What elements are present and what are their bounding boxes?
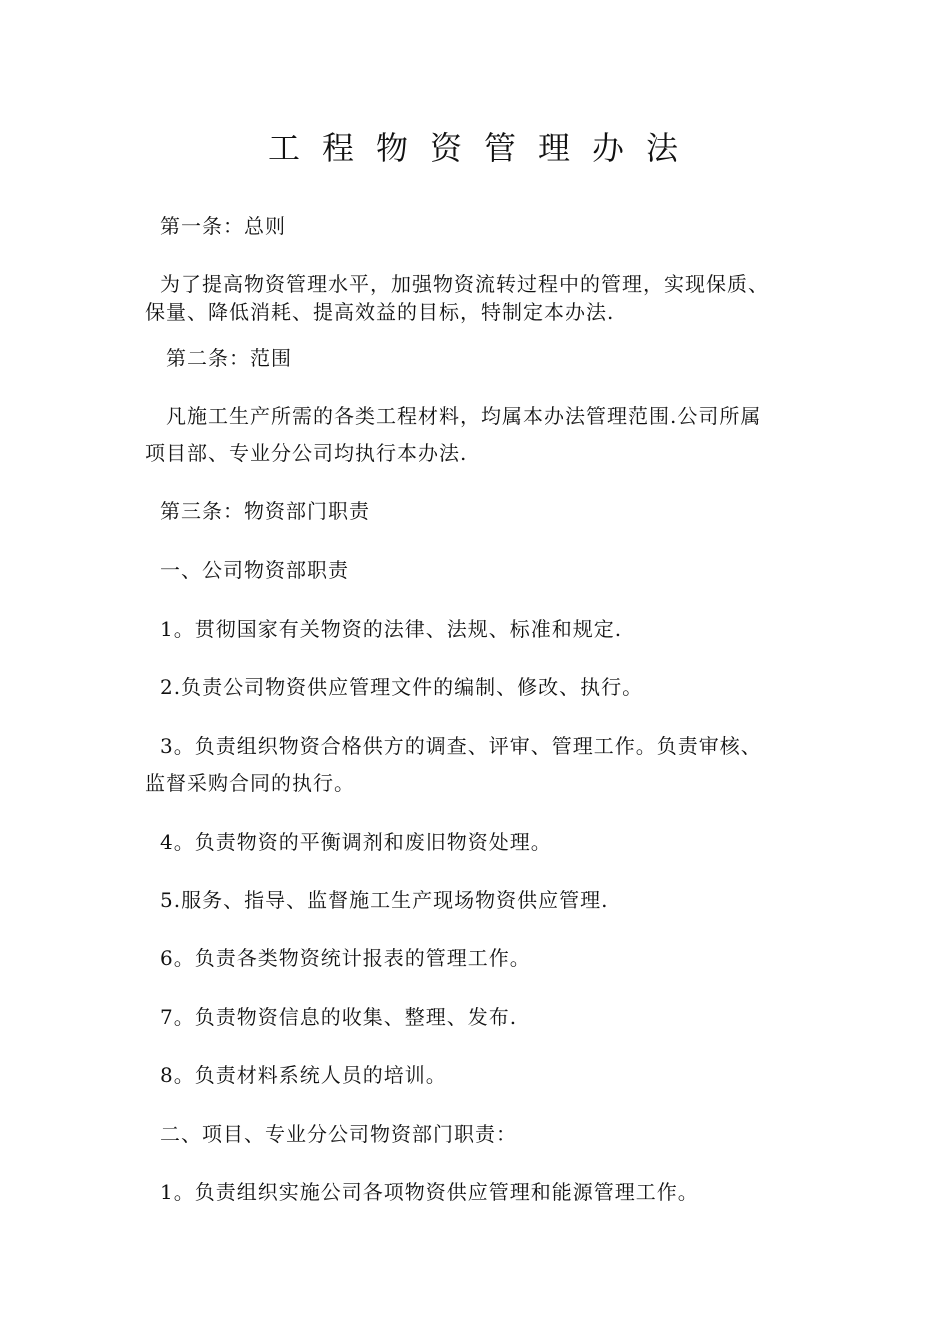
- list-item-8: 8。负责材料系统人员的培训。: [160, 1063, 447, 1087]
- list-item-7: 7。负责物资信息的收集、整理、发布.: [160, 1005, 518, 1029]
- list-item-5: 5.服务、指导、监督施工生产现场物资供应管理.: [160, 888, 609, 912]
- list-item-6: 6。负责各类物资统计报表的管理工作。: [160, 946, 531, 970]
- article-1-heading: 第一条：总则: [160, 214, 286, 238]
- article-2-paragraph-line-1: 凡施工生产所需的各类工程材料，均属本办法管理范围.公司所属: [166, 404, 762, 428]
- list-item-3-line-1: 3。负责组织物资合格供方的调查、评审、管理工作。负责审核、: [160, 734, 762, 758]
- list-item-2: 2.负责公司物资供应管理文件的编制、修改、执行。: [160, 675, 644, 699]
- subsection-1-heading: 一、公司物资部职责: [160, 558, 349, 582]
- article-1-paragraph-line-2: 保量、降低消耗、提高效益的目标，特制定本办法.: [145, 300, 615, 324]
- list-item-1: 1。贯彻国家有关物资的法律、法规、标准和规定.: [160, 617, 623, 641]
- document-title: 工程物资管理办法: [267, 129, 700, 167]
- list-item-4: 4。负责物资的平衡调剂和废旧物资处理。: [160, 830, 552, 854]
- subsection-2-list-item-1: 1。负责组织实施公司各项物资供应管理和能源管理工作。: [160, 1180, 699, 1204]
- article-2-paragraph-line-2: 项目部、专业分公司均执行本办法.: [145, 441, 468, 465]
- subsection-2-heading: 二、项目、专业分公司物资部门职责：: [160, 1122, 517, 1146]
- article-3-heading: 第三条：物资部门职责: [160, 499, 370, 523]
- list-item-3-line-2: 监督采购合同的执行。: [145, 771, 355, 795]
- article-1-paragraph-line-1: 为了提高物资管理水平，加强物资流转过程中的管理，实现保质、: [160, 272, 769, 296]
- article-2-heading: 第二条：范围: [166, 346, 292, 370]
